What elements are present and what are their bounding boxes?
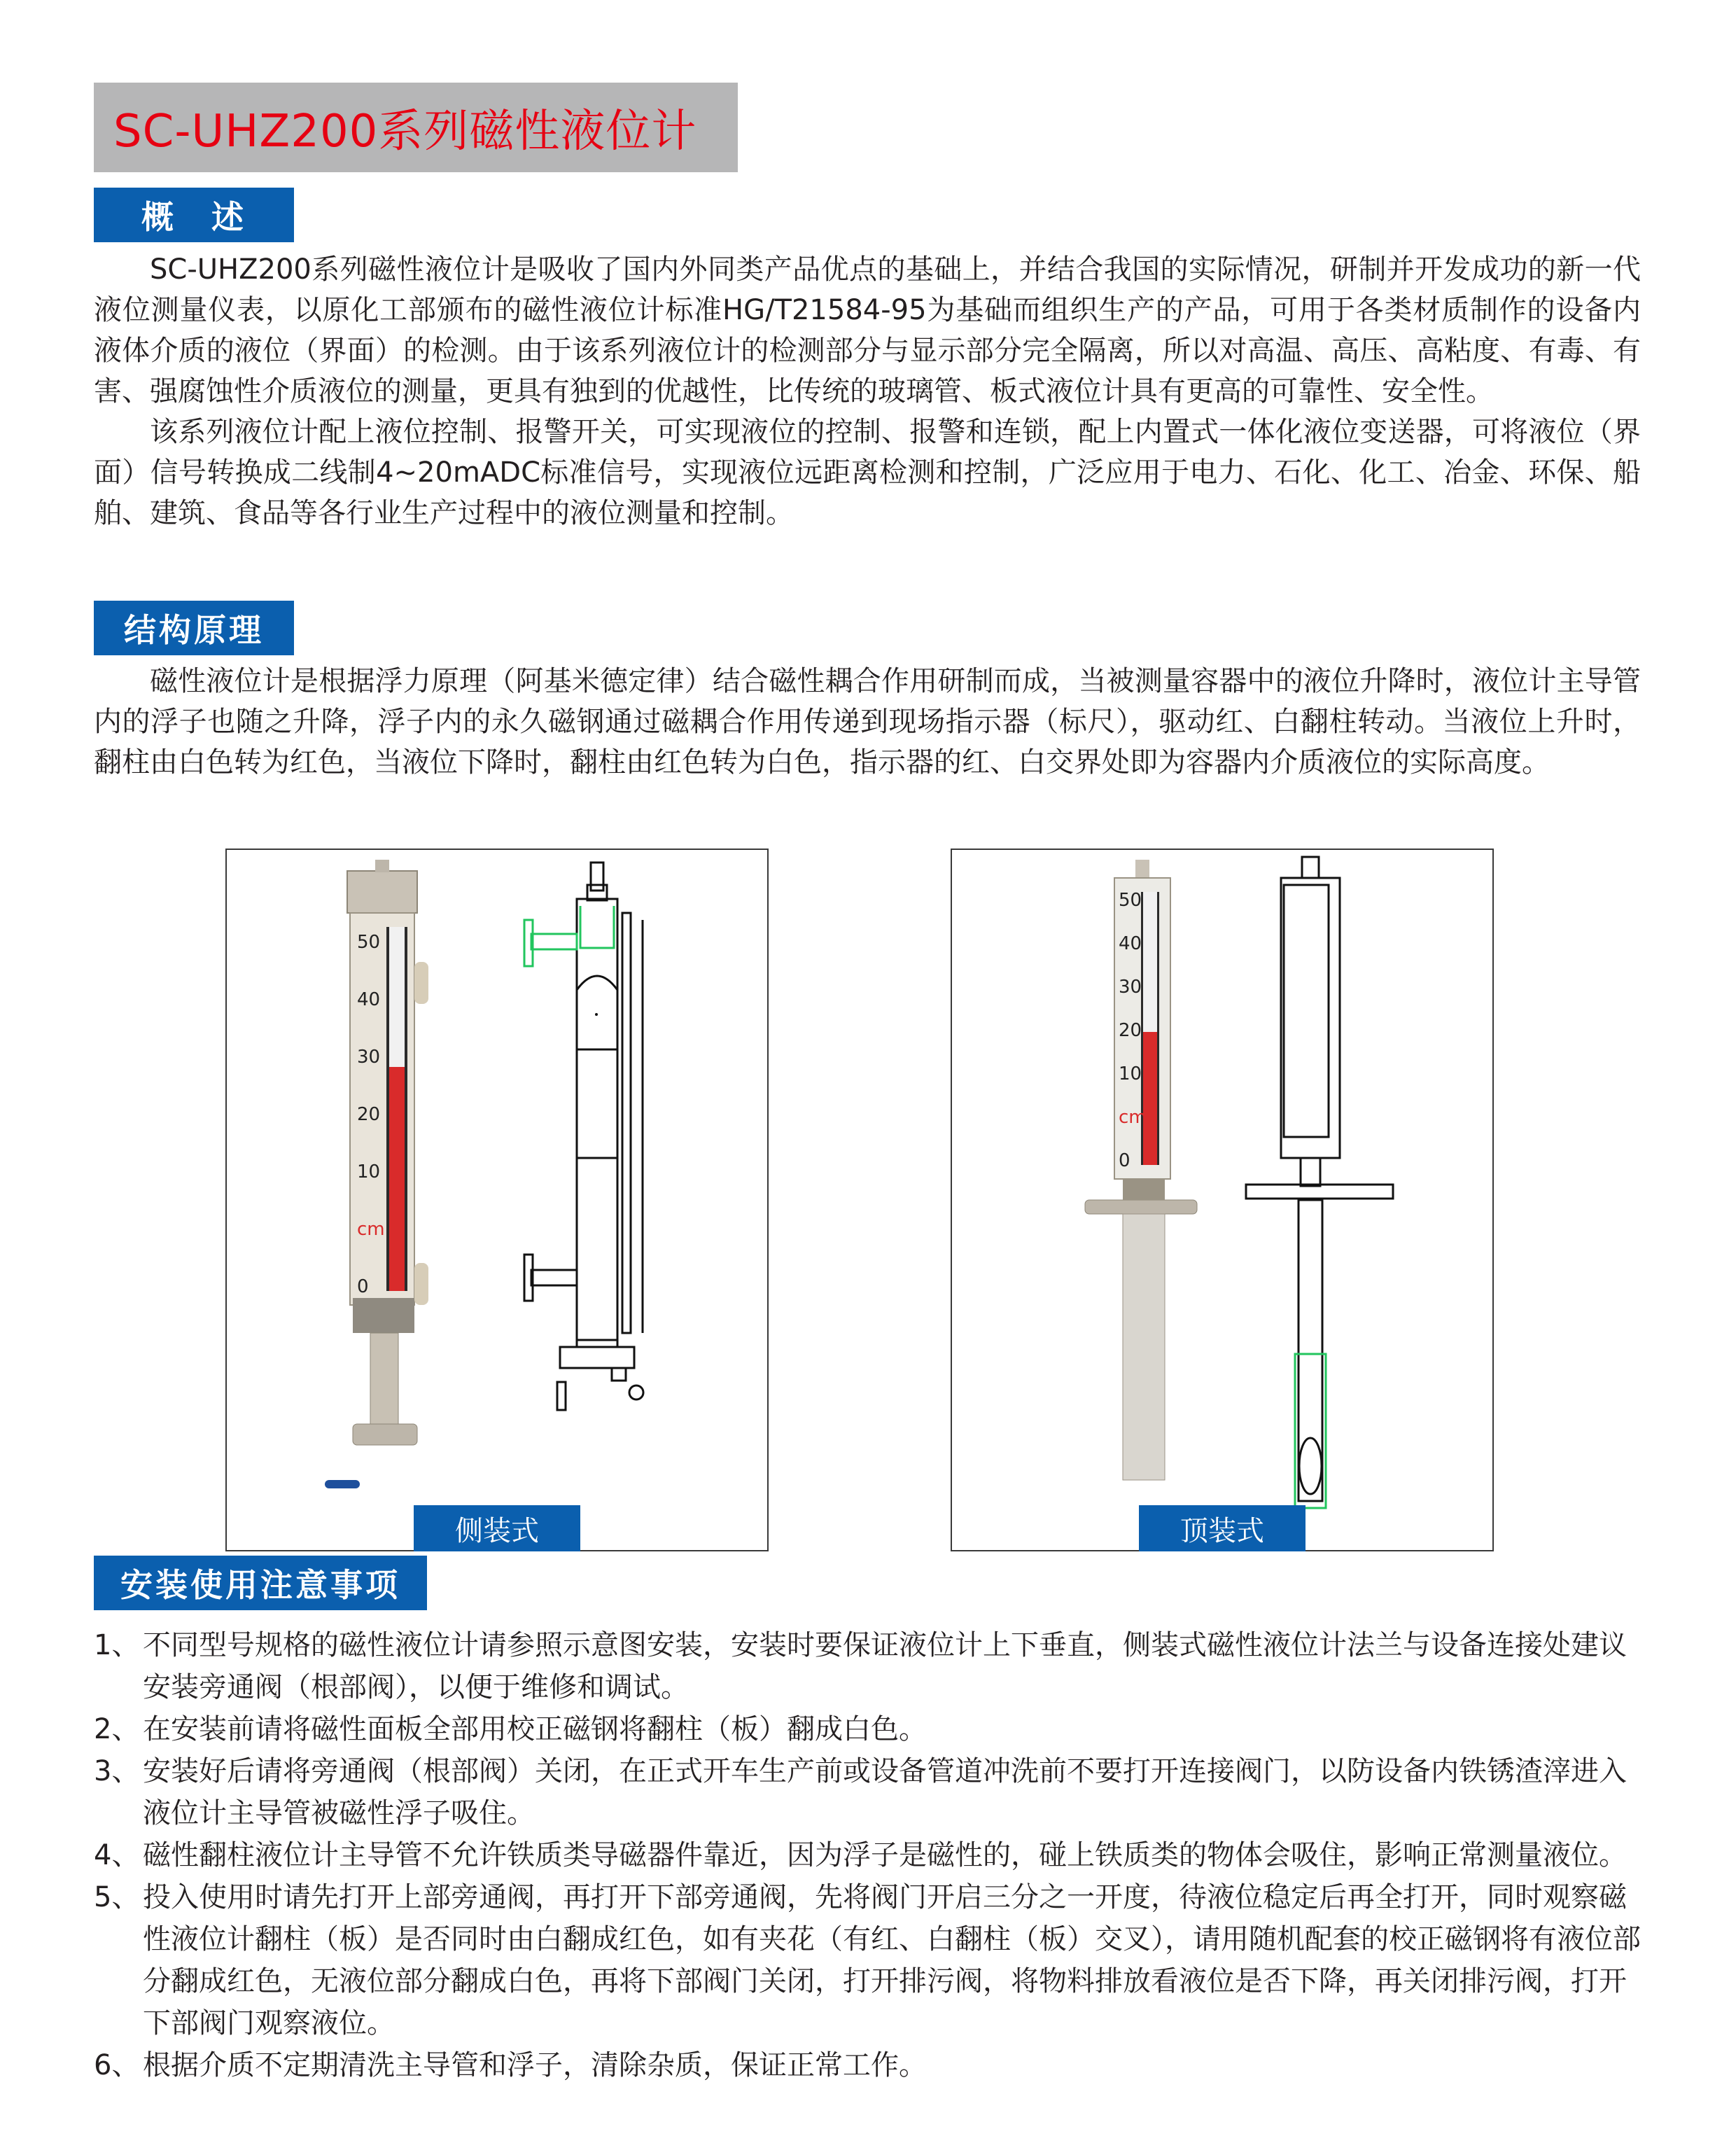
top-mount-illustration <box>952 850 1492 1550</box>
overview-text <box>94 249 1641 533</box>
scale-label: 50 <box>357 932 381 953</box>
page-title: SC-UHZ200系列磁性液位计 <box>113 106 697 158</box>
scale-label: cm <box>357 1219 385 1240</box>
overview-paragraph-2: 该系列液位计配上液位控制、报警开关，可实现液位的控制、报警和连锁，配上内置式一体化液位变送器，可将液位（界面）信号转换成二线制4~20mADC标准信号，实现液位远距离检测和控制，广泛应用于电力、石化、化工、冶金、环保、船舶、建筑、食品等各行业生产过程中的液位测量和控制。 <box>94 416 1641 529</box>
install-heading: 安装使用注意事项 <box>94 1556 427 1610</box>
scale-label: cm <box>1119 1107 1147 1128</box>
list-item: 2、 在安装前请将磁性面板全部用校正磁钢将翻柱（板）翻成白色。 <box>94 1713 927 1745</box>
list-item: 3、 安装好后请将旁通阀（根部阀）关闭，在正式开车生产前或设备管道冲洗前不要打开连接阀门，以防设备内铁锈渣滓进入液位计主导管被磁性浮子吸住。 <box>94 1755 1627 1829</box>
top-mount-figure <box>951 849 1494 1551</box>
scale-label: 0 <box>357 1276 369 1297</box>
principle-paragraph: 磁性液位计是根据浮力原理（阿基米德定律）结合磁性耦合作用研制而成，当被测量容器中的液位升降时，液位计主导管内的浮子也随之升降，浮子内的永久磁钢通过磁耦合作用传递到现场指示器（标尺），驱动红、白翻柱转动。当液位上升时，翻柱由白色转为红色，当液位下降时，翻柱由红色转为白色，指示器的红、白交界处即为容器内介质液位的实际高度。 <box>94 665 1641 779</box>
list-item: 5、 投入使用时请先打开上部旁通阀，再打开下部旁通阀，先将阀门开启三分之一开度，待液位稳定后再全打开，同时观察磁性液位计翻柱（板）是否同时由白翻成红色，如有夹花（有红、白翻柱（板）交叉），请用随机配套的校正磁钢将有液位部分翻成红色，无液位部分翻成白色，再将下部阀门关闭，打开排污阀，将物料排放看液位是否下降，再关闭排污阀，打开下部阀门观察液位。 <box>94 1881 1641 2039</box>
side-mount-figure <box>225 849 769 1551</box>
side-mount-caption: 侧装式 <box>414 1505 580 1551</box>
scale-label: 30 <box>357 1047 381 1068</box>
scale-label: 0 <box>1119 1150 1130 1171</box>
scale-label: 30 <box>1119 977 1142 998</box>
scale-label: 20 <box>1119 1020 1142 1041</box>
scale-label: 40 <box>1119 933 1142 954</box>
overview-heading: 概 述 <box>94 188 294 242</box>
overview-paragraph-1: SC-UHZ200系列磁性液位计是吸收了国内外同类产品优点的基础上，并结合我国的实际情况，研制并开发成功的新一代液位测量仪表，以原化工部颁布的磁性液位计标准HG/T21584-95为基础而组织生产的产品，可用于各类材质制作的设备内液体介质的液位（界面）的检测。由于该系列液位计的检测部分与显示部分完全隔离，所以对高温、高压、高粘度、有毒、有害、强腐蚀性介质液位的测量，更具有独到的优越性，比传统的玻璃管、板式液位计具有更高的可靠性、安全性。 <box>94 253 1641 407</box>
list-item: 4、 磁性翻柱液位计主导管不允许铁质类导磁器件靠近，因为浮子是磁性的，碰上铁质类的物体会吸住，影响正常测量液位。 <box>94 1839 1627 1871</box>
scale-label: 10 <box>357 1161 381 1182</box>
install-notes-list <box>94 1624 1641 2086</box>
principle-heading: 结构原理 <box>94 601 294 655</box>
scale-label: 10 <box>1119 1063 1142 1084</box>
side-mount-illustration <box>227 850 767 1550</box>
title-banner <box>94 83 738 172</box>
top-mount-caption: 顶装式 <box>1139 1505 1306 1551</box>
scale-label: 40 <box>357 989 381 1010</box>
scale-label: 20 <box>357 1104 381 1125</box>
list-item: 6、 根据介质不定期清洗主导管和浮子，清除杂质，保证正常工作。 <box>94 2049 927 2081</box>
principle-text <box>94 661 1641 783</box>
scale-label: 50 <box>1119 890 1142 911</box>
list-item: 1、 不同型号规格的磁性液位计请参照示意图安装，安装时要保证液位计上下垂直，侧装式磁性液位计法兰与设备连接处建议安装旁通阀（根部阀），以便于维修和调试。 <box>94 1629 1627 1703</box>
